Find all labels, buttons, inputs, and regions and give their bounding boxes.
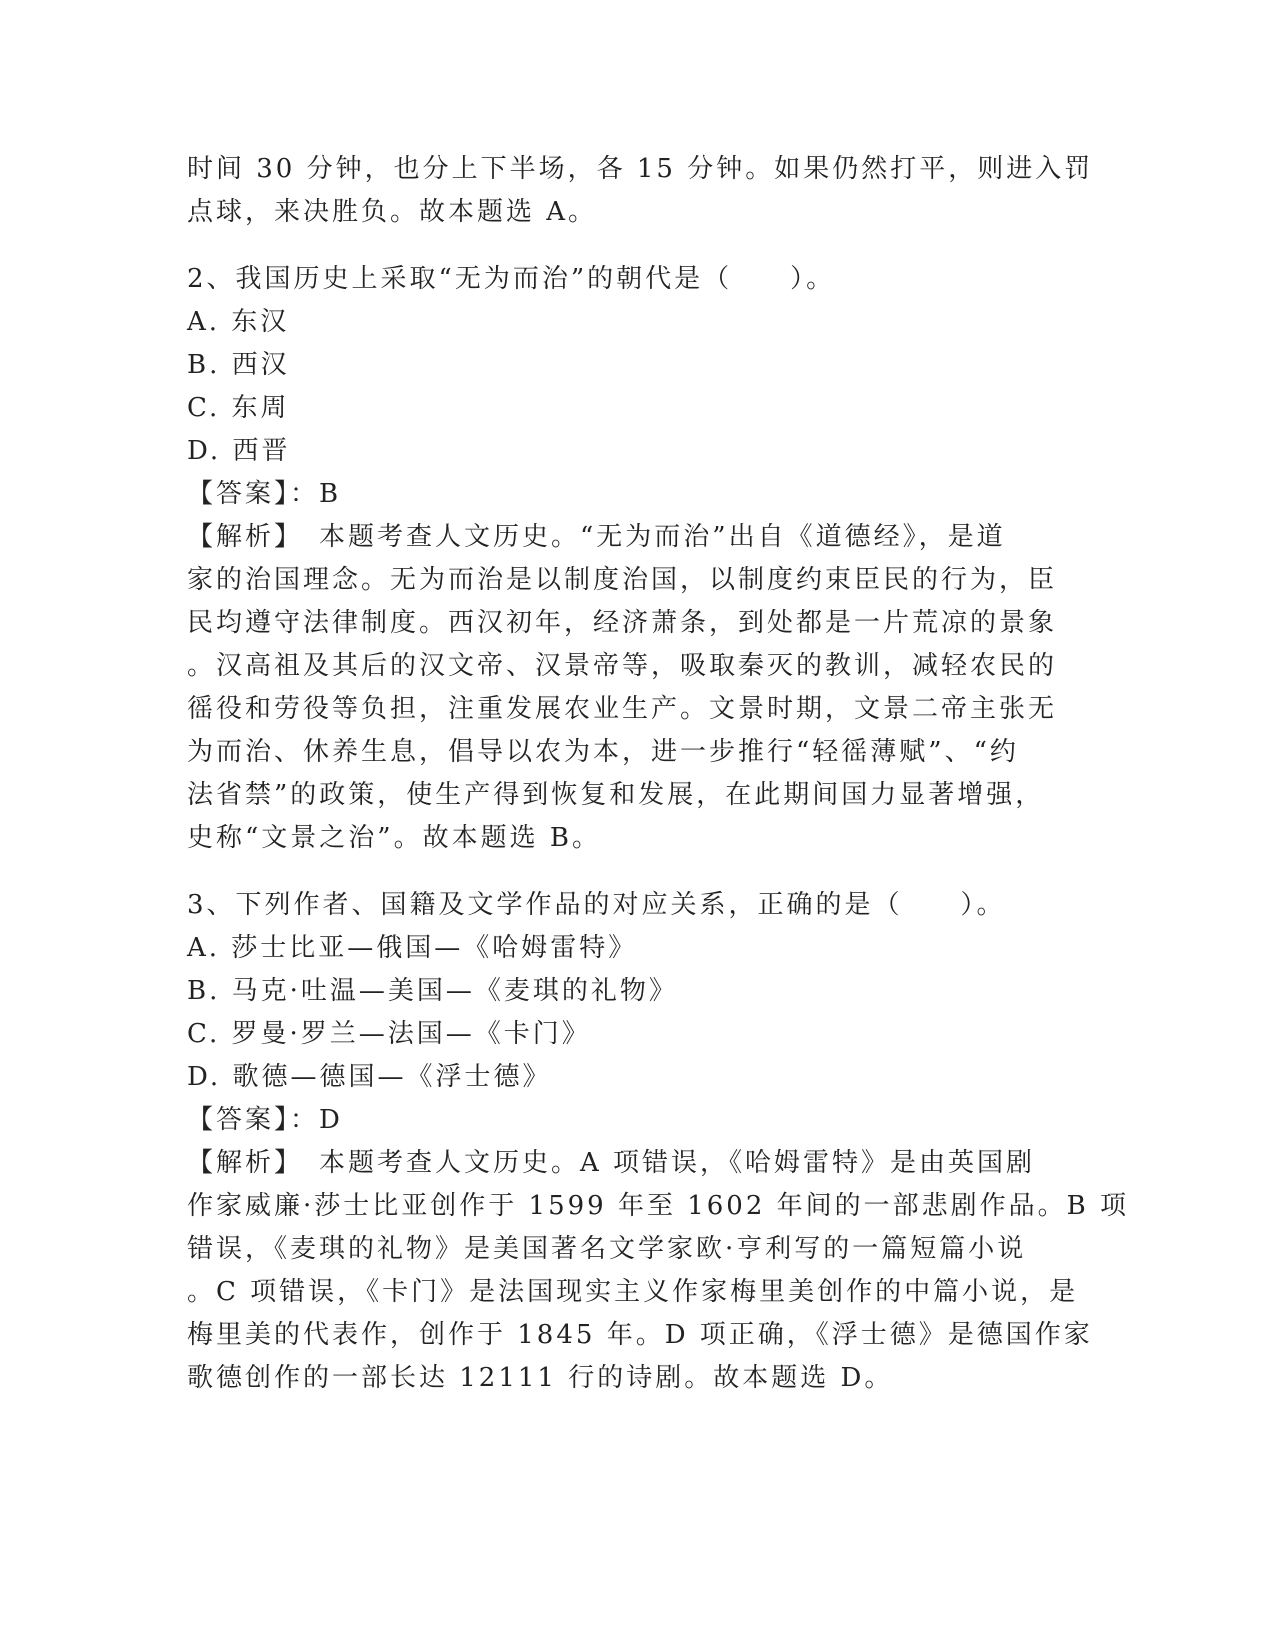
- explanation-line: 为而治、休养生息，倡导以农为本，进一步推行“轻徭薄赋”、“约: [187, 737, 1019, 767]
- explanation-line: 点球，来决胜负。故本题选 A。: [187, 197, 598, 227]
- option-c: C. 东周: [187, 393, 290, 423]
- explanation-line: 家的治国理念。无为而治是以制度治国，以制度约束臣民的行为，臣: [187, 565, 1058, 595]
- explanation: [187, 516, 1087, 860]
- question-2: [187, 258, 1087, 860]
- option-a: A. 莎士比亚—俄国—《哈姆雷特》: [187, 933, 638, 963]
- explanation-line: 作家威廉·莎士比亚创作于 1599 年至 1602 年间的一部悲剧作品。B 项: [187, 1191, 1130, 1221]
- explanation-line: 【解析】 本题考查人文历史。A 项错误，《哈姆雷特》是由英国剧: [187, 1148, 1036, 1178]
- explanation-line: 。汉高祖及其后的汉文帝、汉景帝等，吸取秦灭的教训，减轻农民的: [187, 651, 1058, 681]
- intro-explanation: [187, 148, 1094, 234]
- explanation-line: 时间 30 分钟，也分上下半场，各 15 分钟。如果仍然打平，则进入罚: [187, 154, 1094, 184]
- explanation-line: 民均遵守法律制度。西汉初年，经济萧条，到处都是一片荒凉的景象: [187, 608, 1058, 638]
- option-c: C. 罗曼·罗兰—法国—《卡门》: [187, 1019, 591, 1049]
- explanation: [187, 1142, 1130, 1400]
- explanation-line: 梅里美的代表作，创作于 1845 年。D 项正确，《浮士德》是德国作家: [187, 1320, 1093, 1350]
- question-title: 3、下列作者、国籍及文学作品的对应关系，正确的是（ ）。: [187, 890, 1006, 920]
- explanation-line: 。C 项错误，《卡门》是法国现实主义作家梅里美创作的中篇小说，是: [187, 1277, 1079, 1307]
- option-d: D. 歌德—德国—《浮士德》: [187, 1062, 552, 1092]
- explanation-line: 史称“文景之治”。故本题选 B。: [187, 823, 601, 853]
- document-page: [187, 148, 1130, 1400]
- option-a: A. 东汉: [187, 307, 290, 337]
- answer-label: 【答案】：D: [187, 1105, 343, 1135]
- explanation-line: 错误，《麦琪的礼物》是美国著名文学家欧·亨利写的一篇短篇小说: [187, 1234, 1027, 1264]
- option-b: B. 马克·吐温—美国—《麦琪的礼物》: [187, 976, 678, 1006]
- option-d: D. 西晋: [187, 436, 291, 466]
- option-b: B. 西汉: [187, 350, 290, 380]
- explanation-line: 【解析】 本题考查人文历史。“无为而治”出自《道德经》，是道: [187, 522, 1006, 552]
- question-title: 2、我国历史上采取“无为而治”的朝代是（ ）。: [187, 264, 836, 294]
- explanation-line: 法省禁”的政策，使生产得到恢复和发展，在此期间国力显著增强，: [187, 780, 1045, 810]
- explanation-line: 徭役和劳役等负担，注重发展农业生产。文景时期，文景二帝主张无: [187, 694, 1058, 724]
- answer-label: 【答案】：B: [187, 479, 342, 509]
- explanation-line: 歌德创作的一部长达 12111 行的诗剧。故本题选 D。: [187, 1363, 894, 1393]
- question-3: [187, 884, 1130, 1400]
